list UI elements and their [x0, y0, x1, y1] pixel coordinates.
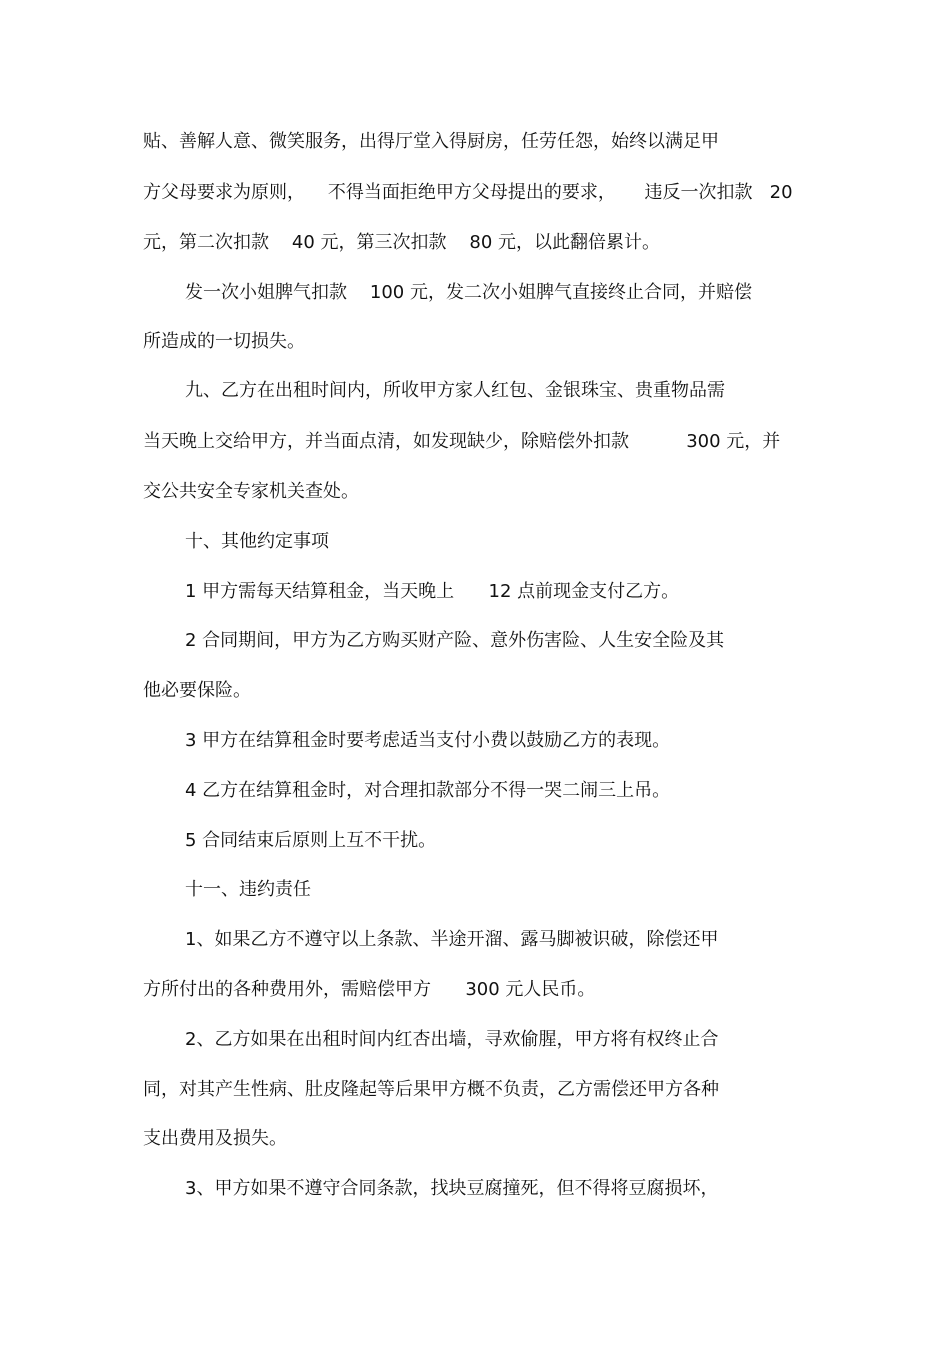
section-heading: 十一、违约责任: [185, 879, 311, 900]
text-line: 方所付出的各种费用外，需赔偿甲方 300 元人民币。: [143, 979, 596, 1000]
text-line: 方父母要求为原则， 不得当面拒绝甲方父母提出的要求， 违反一次扣款 20: [143, 182, 793, 203]
text-line: 所造成的一切损失。: [143, 331, 305, 352]
text-line: 2、乙方如果在出租时间内红杏出墙，寻欢偷腥，甲方将有权终止合: [185, 1029, 719, 1050]
text-line: 元，第二次扣款 40 元，第三次扣款 80 元，以此翻倍累计。: [143, 232, 661, 253]
text-line: 当天晚上交给甲方，并当面点清，如发现缺少，除赔偿外扣款 300 元，并: [143, 431, 781, 452]
section-heading: 十、其他约定事项: [185, 531, 329, 552]
text-line: 1、如果乙方不遵守以上条款、半途开溜、露马脚被识破，除偿还甲: [185, 929, 719, 950]
text-line: 3、甲方如果不遵守合同条款，找块豆腐撞死，但不得将豆腐损坏，: [185, 1178, 719, 1199]
text-line: 5 合同结束后原则上互不干扰。: [185, 830, 437, 851]
text-line: 贴、善解人意、微笑服务，出得厅堂入得厨房，任劳任怨，始终以满足甲: [143, 131, 719, 152]
text-line: 4 乙方在结算租金时，对合理扣款部分不得一哭二闹三上吊。: [185, 780, 671, 801]
text-line: 支出费用及损失。: [143, 1128, 287, 1149]
text-line: 2 合同期间，甲方为乙方购买财产险、意外伤害险、人生安全险及其: [185, 630, 725, 651]
text-line: 交公共安全专家机关查处。: [143, 481, 359, 502]
text-line: 发一次小姐脾气扣款 100 元，发二次小姐脾气直接终止合同，并赔偿: [185, 282, 752, 303]
text-line: 3 甲方在结算租金时要考虑适当支付小费以鼓励乙方的表现。: [185, 730, 671, 751]
text-line: 同，对其产生性病、肚皮隆起等后果甲方概不负责，乙方需偿还甲方各种: [143, 1079, 719, 1100]
text-line: 1 甲方需每天结算租金，当天晚上 12 点前现金支付乙方。: [185, 581, 680, 602]
text-line: 九、乙方在出租时间内，所收甲方家人红包、金银珠宝、贵重物品需: [185, 380, 725, 401]
text-line: 他必要保险。: [143, 680, 251, 701]
